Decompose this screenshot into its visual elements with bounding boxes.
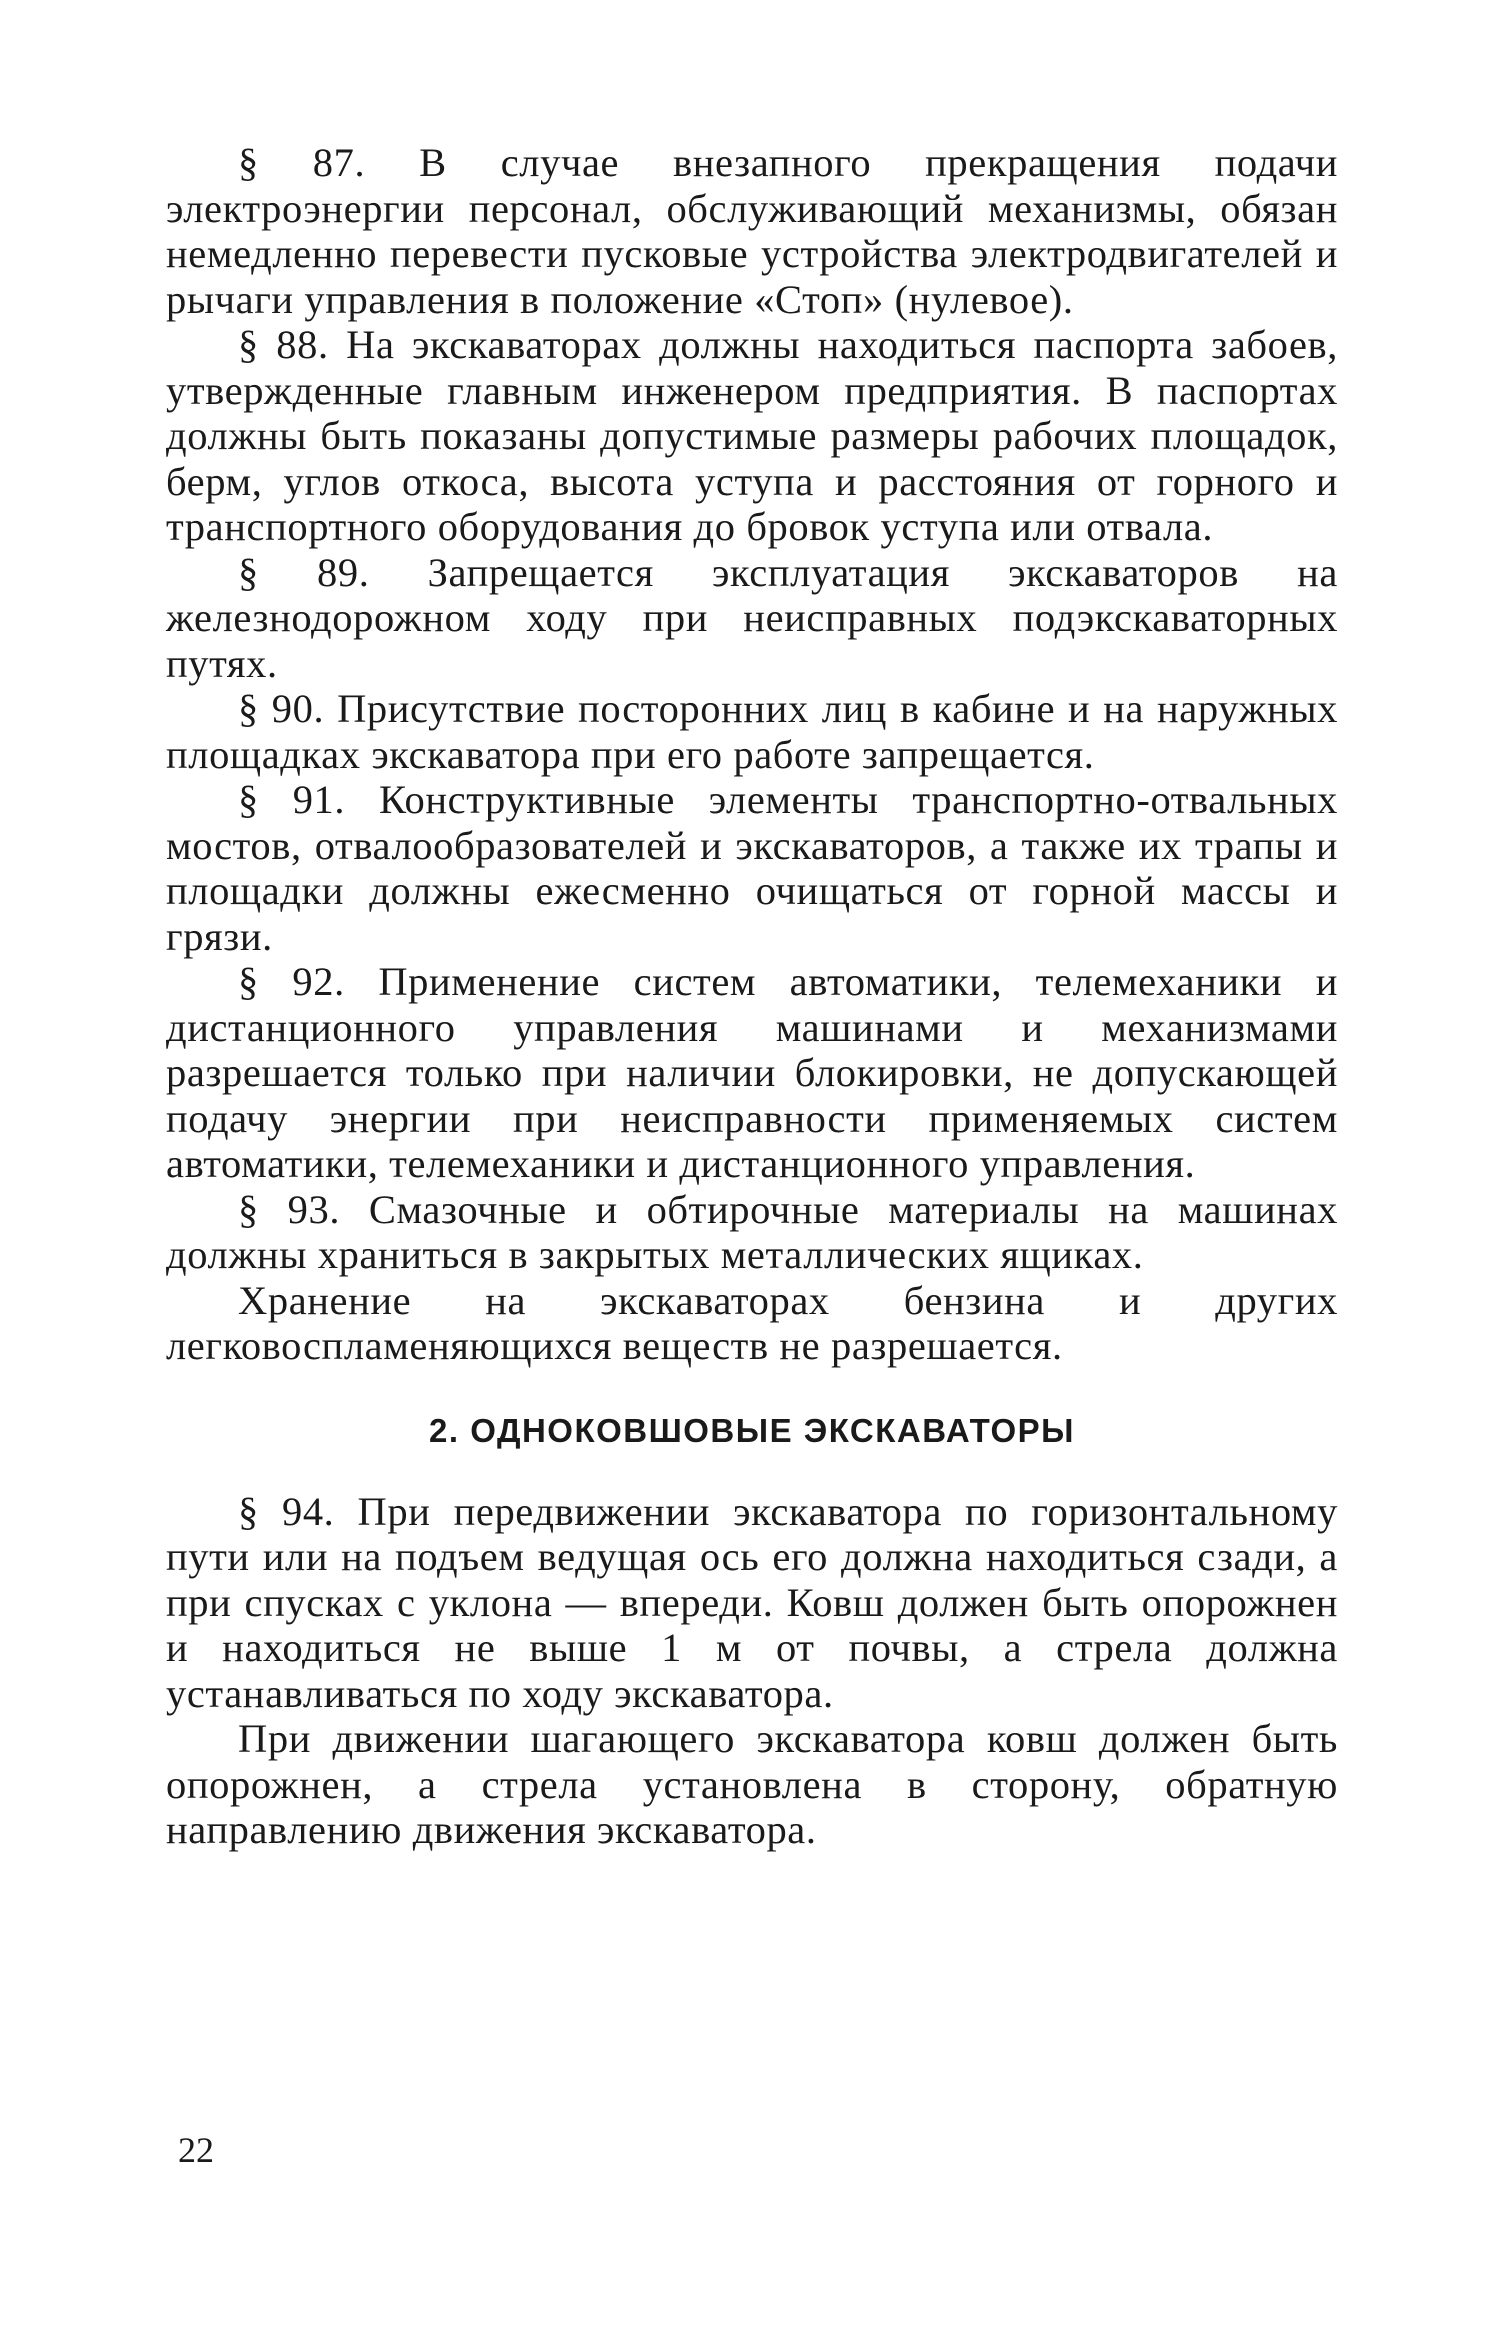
section-heading: 2. ОДНОКОВШОВЫЕ ЭКСКАВАТОРЫ (429, 1411, 1075, 1449)
paragraph-94-walking: При движении шагающего экскаватора ковш должен быть опорожнен, а стрела установлена в сторону, обратную направлению движения экскаватора. (166, 1716, 1338, 1852)
paragraph-92: § 92. Применение систем автоматики, телемеханики и дистанционного управления машинами и механизмами разрешается только при наличии блокировки, не допускающей подачу энергии при неисправности применяемых систем автоматики, телемеханики и дистанционного управления. (166, 959, 1338, 1186)
paragraph-89: § 89. Запрещается эксплуатация экскаваторов на железнодорожном ходу при неисправных подэкскаваторных путях. (166, 549, 1338, 686)
page-number: 22 (178, 2130, 214, 2170)
paragraph-87: § 87. В случае внезапного прекращения подачи электроэнергии персонал, обслуживающий механизмы, обязан немедленно перевести пусковые устройства электродвигателей и рычаги управления в положение «Стоп» (нулевое). (166, 140, 1338, 322)
paragraph-94: § 94. При передвижении экскаватора по горизонтальному пути или на подъем ведущая ось его должна находиться сзади, а при спусках с уклона — впереди. Ковш должен быть опорожнен и находиться не выше 1 м от почвы, а стрела должна устанавливаться по ходу экскаватора. (166, 1488, 1338, 1716)
paragraph-88: § 88. На экскаваторах должны находиться паспорта забоев, утвержденные главным инженером предприятия. В паспортах должны быть показаны допустимые размеры рабочих площадок, берм, углов откоса, высота уступа и расстояния от горного и транспортного оборудования до бровок уступа или отвала. (166, 322, 1338, 549)
paragraph-93-storage: Хранение на экскаваторах бензина и других легковоспламеняющихся веществ не разрешается. (166, 1277, 1338, 1368)
page-text (166, 140, 1338, 1853)
paragraph-93: § 93. Смазочные и обтирочные материалы на машинах должны храниться в закрытых металлических ящиках. (166, 1186, 1338, 1277)
paragraph-91: § 91. Конструктивные элементы транспортно-отвальных мостов, отвалообразователей и экскаваторов, а также их трапы и площадки должны ежесменно очищаться от горной массы и грязи. (166, 777, 1338, 959)
paragraph-90: § 90. Присутствие посторонних лиц в кабине и на наружных площадках экскаватора при его работе запрещается. (166, 686, 1338, 777)
